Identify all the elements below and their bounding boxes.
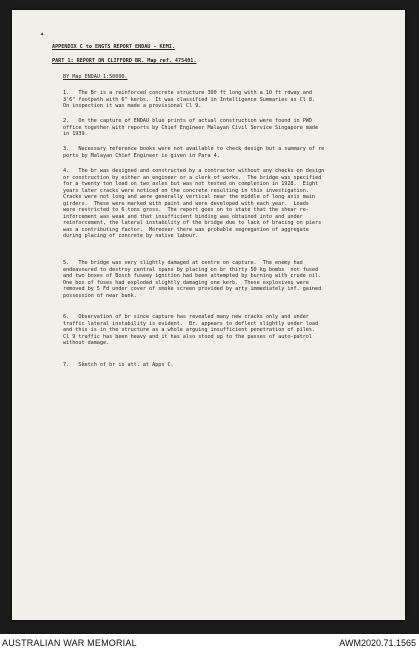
accession-number: AWM2020.71.1565 xyxy=(339,638,416,648)
document-heading: APPENDIX C to ENGTS REPORT ENDAU - KEMI. xyxy=(52,44,175,50)
map-reference: BY Map ENDAU 1:50000. xyxy=(63,74,128,80)
paragraph-2: 2. On the capture of ENDAU blue prints of actual construction were found in PWD office together with reports by Chief Engineer Malayan Civil Service Singapore made in 1939. xyxy=(63,118,319,137)
paragraph-4: 4. The br was designed and constructed by a contractor without any checks on design or construction by either an engineer or a clerk of works. The bridge was specified for a twenty ton load on two axles but was not tested on completion in 1928. Eight years later cracks were noticed on the concrete resulting in this investigation. Cracks were not long and were generally vertical near the middle of long axis main girders. These were marked with paint and were developed with each year. Loads were restricted to 6 tons gross. The report goes on to state that the shear re- inforcement was weak and that insufficient binding was obtained into and under reinforcement, the lateral instability of the bridge due to lack of bracing on piers was a contributing factor. Moreover there was probable segregation of aggregate during placing of concrete by native labour. xyxy=(63,168,325,239)
paragraph-7: 7. Sketch of br is att. at Appx C. xyxy=(63,362,174,368)
paragraph-5: 5. The bridge was very slightly damaged at centre on capture. The enemy had endeavoured to destroy central spans by placing on br thirty 50 kg bombs not fused and two boxes of Bosch fuseey ignition had been attempted by burning with crude oil. One box of fuses had exploded slightly damaging one kerb. These explosives were removed by 5 Fd under cover of smoke screen provided by arty immediately inf. gained possession of near bank. xyxy=(63,260,322,299)
caption-bar xyxy=(0,634,419,653)
paragraph-6: 6. Observation of br since capture has revealed many new cracks only and under traffic lateral instability is evident. Br. appears to deflect slightly under load and this is in the structure as a whole arguing insufficient penetration of piles. Cl 9 traffic has been heavy and it has also stood up to the passes of auto-patrol without damage. xyxy=(63,314,319,346)
pin-mark-icon: ✦ xyxy=(40,30,45,38)
part-title: PART 1: REPORT ON CLIFFORD BR. Map ref. 475401. xyxy=(52,58,197,64)
paragraph-1: 1. The Br is a reinforced concrete structure 300 ft long with a 10 ft rdway and 3'6" footpath with 6" kerbs. It was classified in Intelligence Summaries as Cl 8. On inspection it was made a provisional Cl 9. xyxy=(63,90,315,109)
paragraph-3: 3. Necessary reference books were not available to check design but a summary of re ports by Malayan Chief Engineer is given in Para 4. xyxy=(63,146,325,159)
institution-label: AUSTRALIAN WAR MEMORIAL xyxy=(2,638,137,648)
document-page xyxy=(12,10,405,620)
